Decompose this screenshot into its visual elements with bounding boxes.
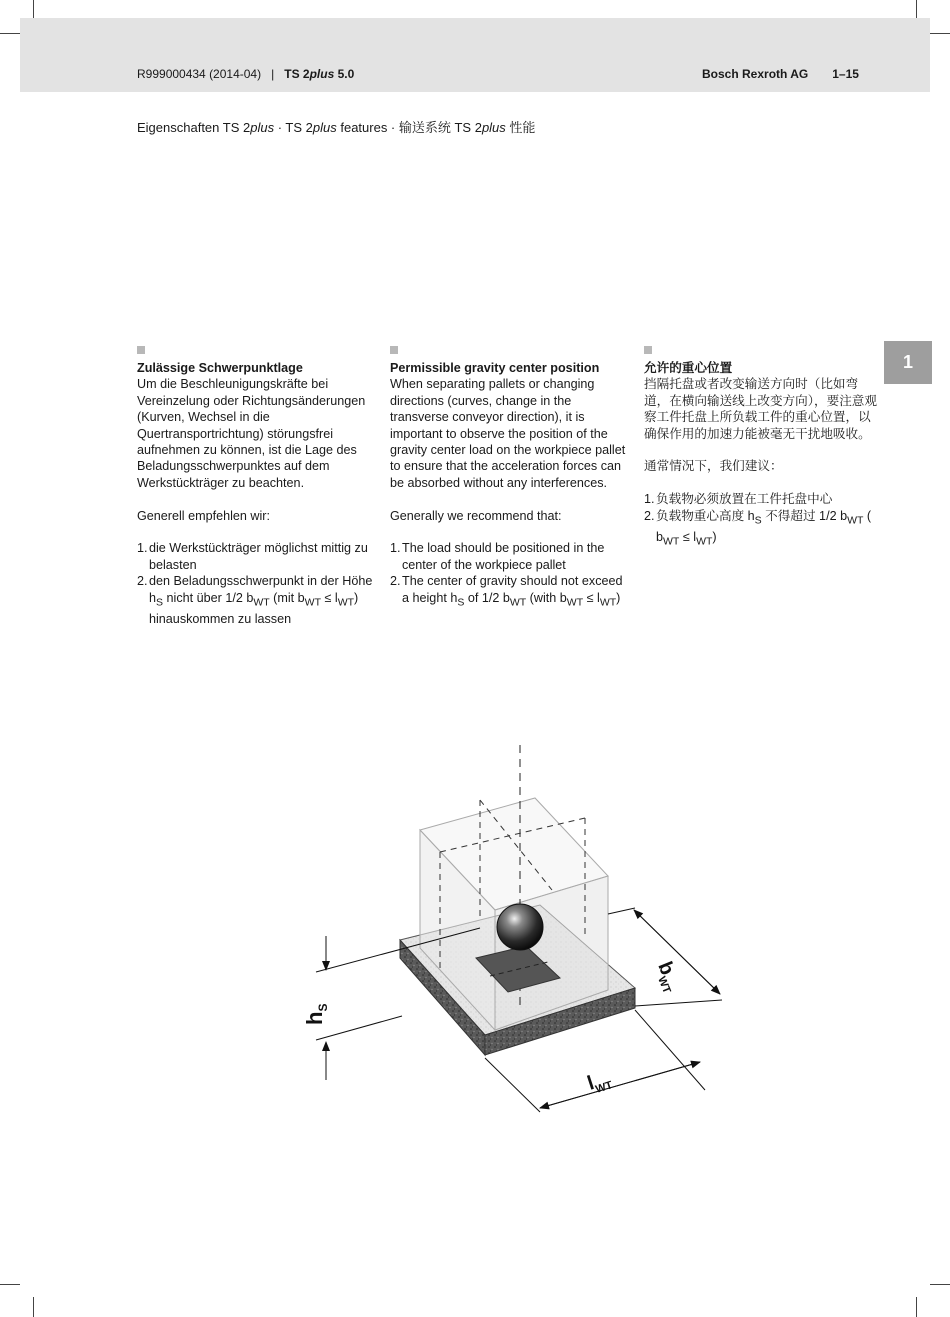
doc-id: R999000434 (2014-04)	[137, 67, 262, 81]
column-heading: Permissible gravity center position	[390, 361, 600, 375]
gravity-center-diagram	[290, 740, 740, 1130]
crop-mark	[916, 0, 917, 20]
crop-mark	[33, 0, 34, 20]
crop-mark	[0, 1284, 20, 1285]
column-heading: Zulässige Schwerpunktlage	[137, 361, 303, 375]
recommend-list	[390, 540, 630, 610]
section-marker	[644, 346, 652, 354]
list-item: 2.The center of gravity should not exceed a height $h_S$ of 1/2 $b_{WT}$ (with $b_{WT} \le l_{WT}$)	[390, 574, 623, 609]
recommend-list	[137, 540, 377, 627]
recommend-text: 通常情况下，我们建议：	[644, 459, 783, 474]
column-paragraph: Um die Beschleunigungskräfte bei Vereinzelung oder Richtungsänderungen (Kurven, Wechsel in die Quertransportrichtung) störungsfrei aufnehmen zu können, ist die Lage des Beladungsschwerpunktes auf dem Werkstückträger zu beachten.	[137, 377, 366, 490]
list-item: 2.负载物重心高度 $h_S$ 不得超过 1/2 $b_{WT}$ ( $b_{WT} \le l_{WT}$)	[644, 508, 872, 548]
label-hs: $h_S$	[302, 1003, 330, 1025]
column-german	[137, 346, 377, 627]
crop-mark	[916, 1297, 917, 1317]
column-english	[390, 346, 630, 611]
label-bwt: $b_{WT}$	[653, 958, 679, 996]
label-lwt: $l_{WT}$	[584, 1072, 615, 1096]
recommend-text: Generally we recommend that:	[390, 508, 562, 523]
recommend-list	[644, 491, 879, 549]
page-number: 1–15	[832, 67, 859, 81]
chapter-tab: 1	[884, 341, 932, 384]
crop-mark	[930, 1284, 950, 1285]
column-heading: 允许的重心位置	[644, 361, 733, 375]
crop-mark	[0, 33, 20, 34]
section-marker	[390, 346, 398, 354]
product-title: TS 2plus 5.0	[284, 67, 355, 81]
list-item: 1.die Werkstückträger möglichst mittig zu belasten	[137, 541, 368, 572]
section-subtitle: Eigenschaften TS 2plus · TS 2plus features · 输送系统 TS 2plus 性能	[137, 120, 536, 135]
recommend-text: Generell empfehlen wir:	[137, 508, 270, 523]
column-paragraph: 挡隔托盘或者改变输送方向时（比如弯道，在横向输送线上改变方向），要注意观察工件托盘上所负载工件的重心位置，以确保作用的加速力能被毫无干扰地吸收。	[644, 377, 877, 441]
crop-mark	[930, 33, 950, 34]
section-marker	[137, 346, 145, 354]
list-item: 1.负载物必须放置在工件托盘中心	[644, 492, 833, 507]
column-chinese	[644, 346, 879, 549]
header-left	[137, 67, 354, 81]
list-item: 1.The load should be positioned in the center of the workpiece pallet	[390, 541, 605, 572]
column-paragraph: When separating pallets or changing directions (curves, change in the transverse conveyor direction), it is important to observe the position of the gravity center load on the workpiece pallet to ensure that the acceleration forces can be absorbed without any interferences.	[390, 377, 626, 490]
company-name: Bosch Rexroth AG	[702, 67, 809, 81]
gravity-center-ball	[497, 904, 543, 950]
list-item: 2.den Beladungsschwerpunkt in der Höhe $h_S$ nicht über 1/2 $b_{WT}$ (mit $b_{WT} \le l_{WT}$) hinauskommen zu lassen	[137, 574, 373, 626]
header-right	[702, 67, 859, 81]
header-separator: |	[271, 67, 275, 81]
crop-mark	[33, 1297, 34, 1317]
